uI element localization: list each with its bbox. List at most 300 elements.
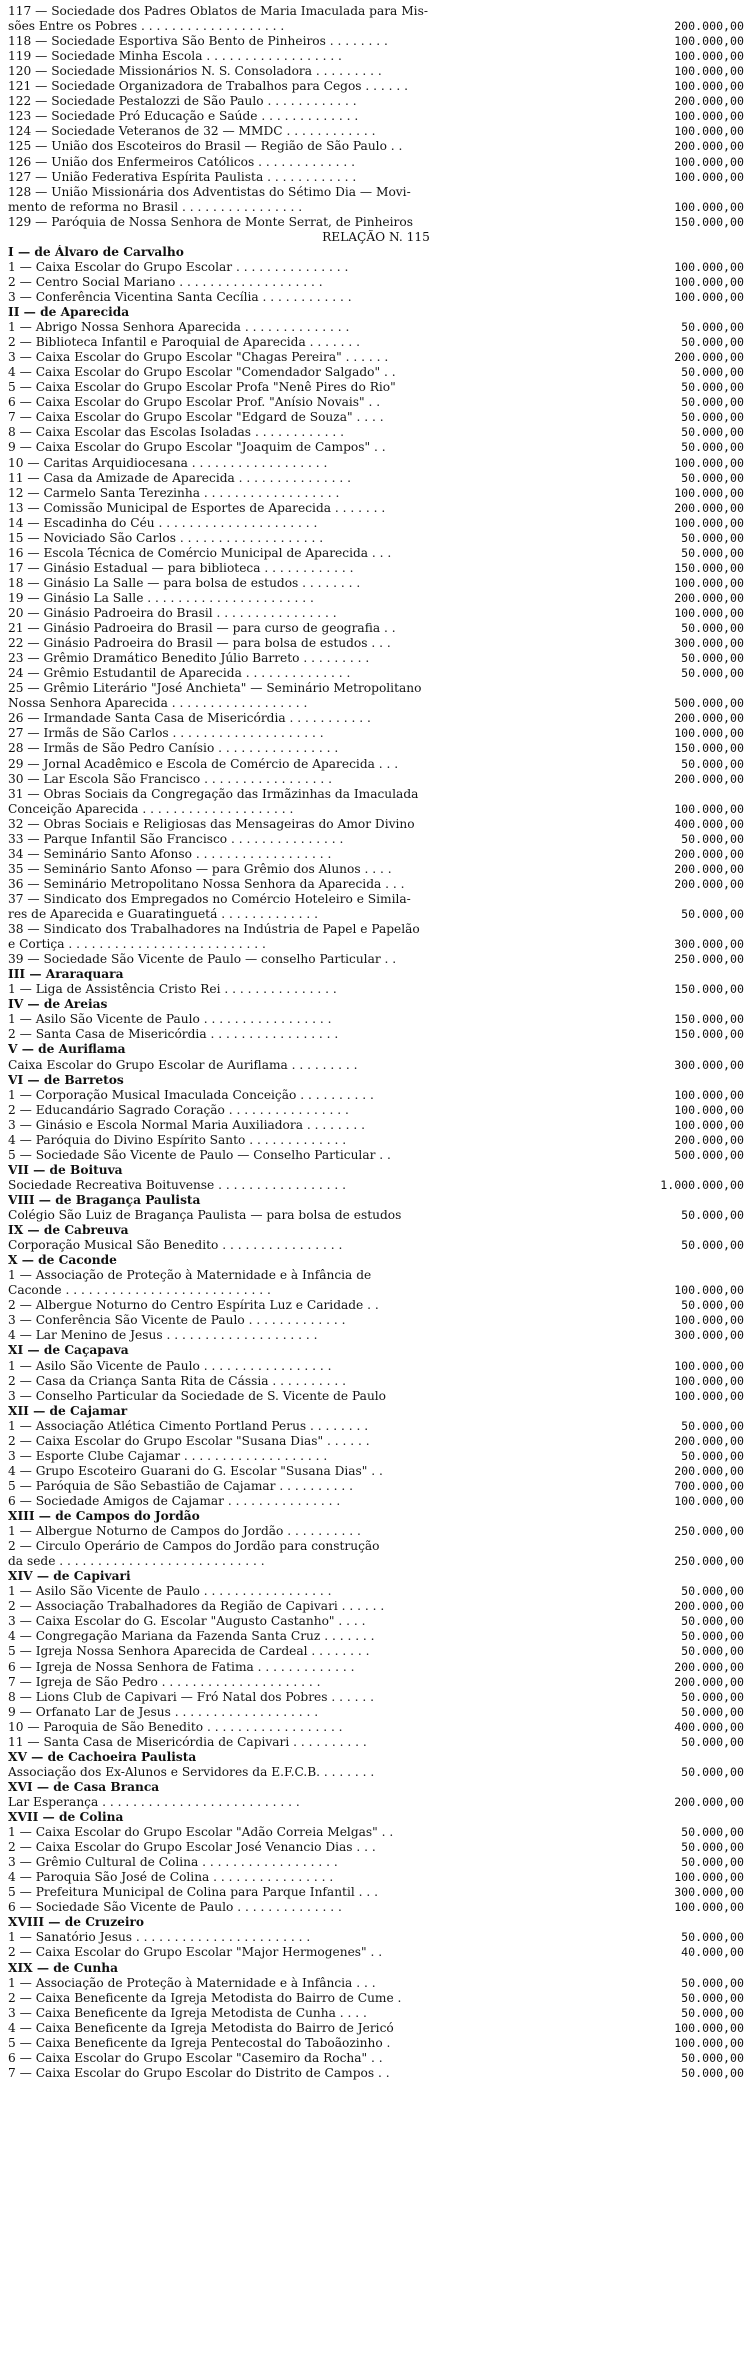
section-heading [8,1780,744,1795]
entry-text: 123 — Sociedade Pró Educação e Saúde . . . . . . . . . . . . . [8,109,359,124]
entry-row [8,1479,744,1494]
section-heading [8,1961,744,1976]
entry-text: 7 — Caixa Escolar do Grupo Escolar "Edgard de Souza" . . . . [8,410,384,425]
entry-row [8,666,744,681]
entry-row [8,772,744,787]
entry-amount: 100.000,00 [674,1373,744,1388]
entry-row [8,726,744,741]
entry-row [8,170,744,185]
entry-row [8,1765,744,1780]
entry-text: XVI — de Casa Branca [8,1779,160,1794]
entry-row [8,471,744,486]
entry-text: 128 — União Missionária dos Adventistas do Sétimo Dia — Movi- [8,184,411,199]
entry-row [8,64,744,79]
entry-amount: 50.000,00 [681,1704,744,1719]
entry-row [8,847,744,862]
entry-text: 2 — Caixa Escolar do Grupo Escolar José Venancio Dias . . . [8,1840,376,1855]
entry-amount: 300.000,00 [674,636,744,651]
entry-text: Conceição Aparecida . . . . . . . . . . . . . . . . . . . . [8,801,294,816]
entry-amount: 50.000,00 [681,410,744,425]
entry-row [8,1885,744,1900]
entry-text: 35 — Seminário Santo Afonso — para Grêmio dos Alunos . . . . [8,861,392,876]
entry-text: 4 — Congregação Mariana da Fazenda Santa Cruz . . . . . . . [8,1629,375,1644]
entry-text: 5 — Sociedade São Vicente de Paulo — Conselho Particular . . [8,1147,391,1162]
entry-row [8,1494,744,1509]
entry-row [8,922,744,937]
entry-row [8,1118,744,1133]
entry-amount: 100.000,00 [674,1313,744,1328]
entry-row [8,1524,744,1539]
entry-text: 2 — Casa da Criança Santa Rita de Cássia . . . . . . . . . . [8,1373,346,1388]
entry-amount: 100.000,00 [674,606,744,620]
entry-text: XIX — de Cunha [8,1960,118,1975]
entry-text: 1 — Asilo São Vicente de Paulo . . . . . . . . . . . . . . . . . [8,1358,332,1373]
entry-amount: 1.000.000,00 [660,1177,744,1192]
entry-text: 28 — Irmãs de São Pedro Canísio . . . . . . . . . . . . . . . . [8,741,339,756]
entry-amount: 150.000,00 [674,214,744,229]
entry-row [8,681,744,696]
entry-text: 27 — Irmãs de São Carlos . . . . . . . . . . . . . . . . . . . . [8,726,324,741]
entry-amount: 300.000,00 [674,1057,744,1072]
entry-text: 29 — Jornal Acadêmico e Escola de Comércio de Aparecida . . . [8,756,399,771]
entry-amount: 100.000,00 [674,1358,744,1373]
entry-amount: 50.000,00 [681,1855,744,1870]
entry-row [8,1178,744,1193]
entry-amount: 100.000,00 [674,274,744,289]
entry-row [8,862,744,877]
entry-text: 2 — Educandário Sagrado Coração . . . . . . . . . . . . . . . . [8,1102,349,1117]
entry-amount: 150.000,00 [674,560,744,575]
entry-row [8,1554,744,1569]
entry-amount: 100.000,00 [674,2035,744,2050]
entry-row [8,1584,744,1599]
entry-text: 34 — Seminário Santo Afonso . . . . . . . . . . . . . . . . . . [8,846,332,861]
entry-text: VIII — de Bragança Paulista [8,1192,201,1207]
entry-text: 6 — Igreja de Nossa Senhora de Fatima . . . . . . . . . . . . . [8,1659,355,1674]
entry-row [8,34,744,49]
entry-text: 2 — Caixa Beneficente da Igreja Metodista do Bairro de Cume . [8,1990,402,2005]
entry-row [8,1855,744,1870]
entry-text: 17 — Ginásio Estadual — para biblioteca . . . . . . . . . . . . [8,560,354,575]
entry-row [8,1012,744,1027]
entry-row [8,2066,744,2081]
entry-text: 15 — Noviciado São Carlos . . . . . . . . . . . . . . . . . . . [8,530,324,545]
entry-text: 124 — Sociedade Veteranos de 32 — MMDC . . . . . . . . . . . . [8,124,376,139]
entry-text: RELAÇÃO N. 115 [322,229,430,244]
entry-amount: 300.000,00 [674,1328,744,1343]
entry-row [8,501,744,516]
section-heading [8,1343,744,1358]
entry-row [8,260,744,275]
entry-text: 6 — Caixa Escolar do Grupo Escolar Prof. "Anísio Novais" . . [8,395,381,410]
entry-text: 1 — Albergue Noturno de Campos do Jordão . . . . . . . . . . [8,1524,361,1539]
entry-text: 2 — Circulo Operário de Campos do Jordão para construção [8,1539,380,1554]
entry-row [8,817,744,832]
entry-text: 11 — Casa da Amizade de Aparecida . . . . . . . . . . . . . . . [8,470,352,485]
entry-text: 118 — Sociedade Esportiva São Bento de Pinheiros . . . . . . . . [8,34,388,49]
entry-amount: 50.000,00 [681,1840,744,1855]
entry-amount: 100.000,00 [674,1087,744,1102]
entry-amount: 50.000,00 [681,1975,744,1990]
entry-row [8,395,744,410]
entry-amount: 200.000,00 [674,590,744,605]
entry-text: 1 — Associação de Proteção à Maternidade e à Infância . . . [8,1975,376,1990]
entry-amount: 40.000,00 [681,1945,744,1960]
section-heading [8,1404,744,1419]
entry-amount: 100.000,00 [674,34,744,49]
entry-row [8,1238,744,1253]
entry-text: 23 — Grêmio Dramático Benedito Júlio Barreto . . . . . . . . . [8,651,370,666]
entry-row [8,290,744,305]
entry-text: VI — de Barretos [8,1072,124,1087]
entry-text: 22 — Ginásio Padroeira do Brasil — para bolsa de estudos . . . [8,636,391,651]
entry-row [8,275,744,290]
entry-amount: 250.000,00 [674,1524,744,1539]
entry-row [8,1313,744,1328]
entry-row [8,1930,744,1945]
entry-row [8,892,744,907]
entry-text: 4 — Paróquia do Divino Espírito Santo . . . . . . . . . . . . . [8,1132,347,1147]
entry-text: 3 — Conselho Particular da Sociedade de S. Vicente de Paulo [8,1388,387,1403]
section-heading [8,245,744,260]
entry-amount: 200.000,00 [674,1674,744,1689]
entry-amount: 50.000,00 [681,1930,744,1945]
entry-row [8,1268,744,1283]
entry-amount: 50.000,00 [681,1825,744,1840]
entry-amount: 50.000,00 [681,1764,744,1779]
entry-amount: 100.000,00 [674,2020,744,2035]
entry-amount: 50.000,00 [681,1418,744,1433]
entry-text: Caconde . . . . . . . . . . . . . . . . . . . . . . . . . . . [8,1283,271,1298]
entry-row [8,937,744,952]
entry-text: res de Aparecida e Guaratinguetá . . . . . . . . . . . . . [8,907,319,921]
entry-amount: 50.000,00 [681,1208,744,1222]
entry-row [8,365,744,380]
entry-row [8,109,744,124]
entry-amount: 50.000,00 [681,651,744,666]
entry-row [8,1840,744,1855]
entry-amount: 50.000,00 [681,621,744,636]
entry-row [8,1599,744,1614]
entry-amount: 50.000,00 [681,335,744,350]
entry-text: da sede . . . . . . . . . . . . . . . . . . . . . . . . . . . [8,1554,265,1569]
entry-amount: 50.000,00 [681,380,744,395]
entry-amount: 300.000,00 [674,937,744,952]
entry-amount: 50.000,00 [681,1614,744,1629]
entry-text: 3 — Conferência Vicentina Santa Cecília . . . . . . . . . . . . [8,289,352,304]
entry-row [8,561,744,576]
entry-text: XVII — de Colina [8,1810,124,1824]
entry-row [8,425,744,440]
section-heading [8,1223,744,1238]
entry-text: 1 — Sanatório Jesus . . . . . . . . . . . . . . . . . . . . . . . [8,1930,311,1945]
entry-amount: 100.000,00 [674,124,744,139]
entry-row [8,1208,744,1223]
entry-text: 7 — Caixa Escolar do Grupo Escolar do Distrito de Campos . . [8,2065,390,2080]
entry-text: 117 — Sociedade dos Padres Oblatos de Maria Imaculada para Mis- [8,4,428,18]
entry-row [8,380,744,395]
entry-row [8,94,744,109]
entry-amount: 50.000,00 [681,1448,744,1463]
entry-text: Corporação Musical São Benedito . . . . . . . . . . . . . . . . [8,1238,343,1253]
entry-row [8,1058,744,1073]
entry-text: 25 — Grêmio Literário "José Anchieta" — Seminário Metropolitano [8,681,422,696]
entry-text: 1 — Asilo São Vicente de Paulo . . . . . . . . . . . . . . . . . [8,1584,332,1599]
entry-text: 39 — Sociedade São Vicente de Paulo — conselho Particular . . [8,952,397,967]
entry-amount: 300.000,00 [674,1885,744,1900]
entry-row [8,591,744,606]
entry-row [8,1690,744,1705]
entry-text: 1 — Abrigo Nossa Senhora Aparecida . . . . . . . . . . . . . . [8,320,350,335]
entry-text: 121 — Sociedade Organizadora de Trabalhos para Cegos . . . . . . [8,79,409,94]
entry-text: 19 — Ginásio La Salle . . . . . . . . . . . . . . . . . . . . . . [8,590,314,605]
entry-text: 3 — Caixa Beneficente da Igreja Metodista de Cunha . . . . [8,2005,367,2020]
entry-row [8,185,744,200]
entry-row [8,2036,744,2051]
entry-text: 31 — Obras Sociais da Congregação das Irmãzinhas da Imaculada [8,786,419,801]
entry-text: 4 — Grupo Escoteiro Guarani do G. Escolar "Susana Dias" . . [8,1463,383,1478]
entry-text: 6 — Sociedade São Vicente de Paulo . . . . . . . . . . . . . . [8,1900,342,1915]
entry-text: 6 — Sociedade Amigos de Cajamar . . . . . . . . . . . . . . . [8,1493,341,1508]
entry-text: Nossa Senhora Aparecida . . . . . . . . . . . . . . . . . . [8,696,308,711]
entry-text: 5 — Paróquia de São Sebastião de Cajamar . . . . . . . . . . [8,1478,353,1493]
entry-amount: 100.000,00 [674,1493,744,1508]
entry-amount: 50.000,00 [681,320,744,335]
entry-text: 18 — Ginásio La Salle — para bolsa de estudos . . . . . . . . [8,575,361,590]
entry-row [8,456,744,471]
entry-amount: 100.000,00 [674,289,744,304]
entry-amount: 200.000,00 [674,1599,744,1614]
entry-row [8,335,744,350]
entry-text: 21 — Ginásio Padroeira do Brasil — para curso de geografia . . [8,621,396,636]
entry-row [8,2006,744,2021]
entry-row [8,1389,744,1404]
entry-row [8,2051,744,2066]
entry-row [8,952,744,967]
entry-row [8,1720,744,1735]
entry-amount: 100.000,00 [674,1870,744,1885]
entry-amount: 400.000,00 [674,1719,744,1734]
section-heading [8,1042,744,1057]
entry-text: 1 — Corporação Musical Imaculada Conceição . . . . . . . . . . [8,1087,374,1102]
entry-text: 4 — Caixa Beneficente da Igreja Metodista do Bairro de Jericó [8,2020,394,2035]
entry-text: 1 — Associação de Proteção à Maternidade e à Infância de [8,1268,372,1283]
entry-amount: 100.000,00 [674,109,744,124]
entry-row [8,1374,744,1389]
entry-row [8,546,744,561]
entry-amount: 50.000,00 [681,666,744,681]
entry-amount: 50.000,00 [681,2050,744,2065]
entry-amount: 200.000,00 [674,350,744,365]
entry-text: Colégio São Luiz de Bragança Paulista — para bolsa de estudos [8,1208,402,1222]
entry-amount: 500.000,00 [674,1147,744,1162]
entry-amount: 100.000,00 [674,575,744,590]
entry-row [8,606,744,621]
entry-amount: 200.000,00 [674,19,744,34]
entry-text: 36 — Seminário Metropolitano Nossa Senhora da Aparecida . . . [8,876,405,891]
entry-text: 127 — União Federativa Espírita Paulista . . . . . . . . . . . . [8,169,357,184]
entry-row [8,877,744,892]
entry-row [8,1027,744,1042]
entry-text: e Cortiça . . . . . . . . . . . . . . . . . . . . . . . . . . [8,937,266,952]
entry-text: 5 — Caixa Escolar do Grupo Escolar Profa "Nenê Pires do Rio" [8,380,396,395]
entry-text: 13 — Comissão Municipal de Esportes de Aparecida . . . . . . . [8,500,386,515]
entry-text: Lar Esperança . . . . . . . . . . . . . . . . . . . . . . . . . . [8,1794,300,1809]
entry-text: Associação dos Ex-Alunos e Servidores da E.F.C.B. . . . . . . . [8,1764,375,1779]
entry-amount: 50.000,00 [681,907,744,921]
entry-row [8,1629,744,1644]
entry-text: 5 — Igreja Nossa Senhora Aparecida de Cardeal . . . . . . . . [8,1644,370,1659]
entry-text: III — Araraquara [8,967,124,982]
entry-amount: 200.000,00 [674,711,744,726]
section-heading [8,1163,744,1178]
section-heading [8,997,744,1012]
entry-row [8,531,744,546]
entry-row [8,1359,744,1374]
entry-row [8,139,744,154]
entry-amount: 100.000,00 [674,259,744,274]
entry-amount: 200.000,00 [674,1463,744,1478]
entry-amount: 200.000,00 [674,846,744,861]
entry-row [8,1434,744,1449]
entry-text: 10 — Caritas Arquidiocesana . . . . . . . . . . . . . . . . . . [8,455,328,470]
entry-text: sões Entre os Pobres . . . . . . . . . . . . . . . . . . . [8,19,285,34]
entry-amount: 50.000,00 [681,1990,744,2005]
entry-row [8,1614,744,1629]
entry-text: 125 — União dos Escoteiros do Brasil — Região de São Paulo . . [8,139,403,154]
entry-row [8,741,744,756]
entry-text: 30 — Lar Escola São Francisco . . . . . . . . . . . . . . . . . [8,771,332,786]
entry-row [8,2021,744,2036]
entry-row [8,1976,744,1991]
entry-text: 1 — Liga de Assistência Cristo Rei . . . . . . . . . . . . . . . [8,982,337,997]
entry-text: VII — de Boituva [8,1162,123,1177]
entry-text: 8 — Lions Club de Capivari — Fró Natal dos Pobres . . . . . . [8,1689,374,1704]
entry-text: 11 — Santa Casa de Misericórdia de Capivari . . . . . . . . . . [8,1734,367,1749]
entry-text: Caixa Escolar do Grupo Escolar de Auriflama . . . . . . . . . [8,1057,358,1072]
entry-amount: 700.000,00 [674,1478,744,1493]
entry-text: 1 — Asilo São Vicente de Paulo . . . . . . . . . . . . . . . . . [8,1012,332,1027]
entry-text: 32 — Obras Sociais e Religiosas das Mensageiras do Amor Divino [8,816,415,831]
section-heading [8,1509,744,1524]
entry-text: 16 — Escola Técnica de Comércio Municipal de Aparecida . . . [8,545,392,560]
entry-text: 2 — Caixa Escolar do Grupo Escolar "Major Hermogenes" . . [8,1945,383,1960]
entry-amount: 200.000,00 [674,500,744,515]
entry-row [8,621,744,636]
entry-row [8,832,744,847]
entry-amount: 50.000,00 [681,470,744,485]
entry-text: XV — de Cachoeira Paulista [8,1749,197,1764]
entry-text: 4 — Paroquia São José de Colina . . . . . . . . . . . . . . . . [8,1870,334,1885]
section-heading [8,1750,744,1765]
entry-text: 26 — Irmandade Santa Casa de Misericórdia . . . . . . . . . . . [8,711,371,726]
entry-row [8,1539,744,1554]
entry-text: 2 — Caixa Escolar do Grupo Escolar "Susana Dias" . . . . . . [8,1433,370,1448]
entry-text: 5 — Prefeitura Municipal de Colina para Parque Infantil . . . [8,1885,378,1900]
entry-amount: 50.000,00 [681,545,744,560]
entry-amount: 100.000,00 [674,455,744,470]
entry-text: 24 — Grêmio Estudantil de Aparecida . . . . . . . . . . . . . . [8,666,351,681]
entry-amount: 50.000,00 [681,440,744,455]
entry-text: 10 — Paroquia de São Benedito . . . . . . . . . . . . . . . . . . [8,1719,343,1734]
section-heading [8,1915,744,1930]
entry-row [8,1148,744,1163]
entry-text: 120 — Sociedade Missionários N. S. Consoladora . . . . . . . . . [8,64,382,79]
entry-text: 122 — Sociedade Pestalozzi de São Paulo . . . . . . . . . . . . [8,94,357,109]
entry-row [8,4,744,19]
entry-amount: 50.000,00 [681,1734,744,1749]
entry-text: 2 — Albergue Noturno do Centro Espírita Luz e Caridade . . [8,1298,379,1313]
entry-amount: 200.000,00 [674,94,744,109]
entry-text: XIV — de Capivari [8,1569,131,1584]
relation-title [8,230,744,245]
entry-row [8,907,744,922]
entry-amount: 50.000,00 [681,1629,744,1644]
entry-text: 38 — Sindicato dos Trabalhadores na Indústria de Papel e Papelão [8,922,420,937]
entry-text: 5 — Caixa Beneficente da Igreja Pentecostal do Taboãozinho . [8,2035,391,2050]
entry-row [8,1675,744,1690]
entry-amount: 500.000,00 [674,696,744,711]
entry-text: 8 — Caixa Escolar das Escolas Isoladas . . . . . . . . . . . . [8,425,345,440]
entry-amount: 250.000,00 [674,1554,744,1569]
entry-amount: 100.000,00 [674,169,744,184]
entry-amount: 50.000,00 [681,2065,744,2080]
entry-row [8,350,744,365]
entry-amount: 100.000,00 [674,1117,744,1132]
entry-row [8,1870,744,1885]
entry-row [8,320,744,335]
entry-text: V — de Auriflama [8,1042,126,1057]
entry-amount: 50.000,00 [681,1238,744,1253]
entry-amount: 100.000,00 [674,1388,744,1403]
entry-amount: 100.000,00 [674,154,744,169]
entry-amount: 50.000,00 [681,756,744,771]
entry-text: I — de Álvaro de Carvalho [8,244,184,259]
entry-row [8,1825,744,1840]
entry-text: mento de reforma no Brasil . . . . . . . . . . . . . . . . [8,199,303,214]
entry-text: 2 — Associação Trabalhadores da Região de Capivari . . . . . . [8,1599,385,1614]
entry-text: 12 — Carmelo Santa Terezinha . . . . . . . . . . . . . . . . . . [8,485,340,500]
entry-text: 1 — Caixa Escolar do Grupo Escolar "Adão Correia Melgas" . . [8,1825,394,1840]
entry-text: 9 — Orfanato Lar de Jesus . . . . . . . . . . . . . . . . . . . [8,1704,319,1719]
entry-amount: 200.000,00 [674,1132,744,1147]
section-heading [8,967,744,982]
entry-amount: 50.000,00 [681,831,744,846]
entry-amount: 100.000,00 [674,1900,744,1915]
entry-row [8,1644,744,1659]
entry-text: 119 — Sociedade Minha Escola . . . . . . . . . . . . . . . . . . [8,49,342,64]
entry-text: XI — de Caçapava [8,1343,129,1358]
entry-row [8,1735,744,1750]
entry-row [8,576,744,591]
entry-text: 6 — Caixa Escolar do Grupo Escolar "Casemiro da Rocha" . . [8,2050,383,2065]
entry-amount: 50.000,00 [681,2005,744,2020]
entry-amount: 200.000,00 [674,1659,744,1674]
entry-amount: 100.000,00 [674,79,744,94]
entry-amount: 100.000,00 [674,726,744,741]
section-heading [8,1253,744,1268]
entry-row [8,1795,744,1810]
entry-text: XIII — de Campos do Jordão [8,1509,200,1523]
entry-amount: 200.000,00 [674,1794,744,1809]
entry-row [8,486,744,501]
entry-row [8,200,744,215]
entry-row [8,1464,744,1479]
entry-amount: 150.000,00 [674,741,744,756]
entry-row [8,215,744,230]
entry-text: 14 — Escadinha do Céu . . . . . . . . . . . . . . . . . . . . . [8,515,318,530]
entry-row [8,1133,744,1148]
